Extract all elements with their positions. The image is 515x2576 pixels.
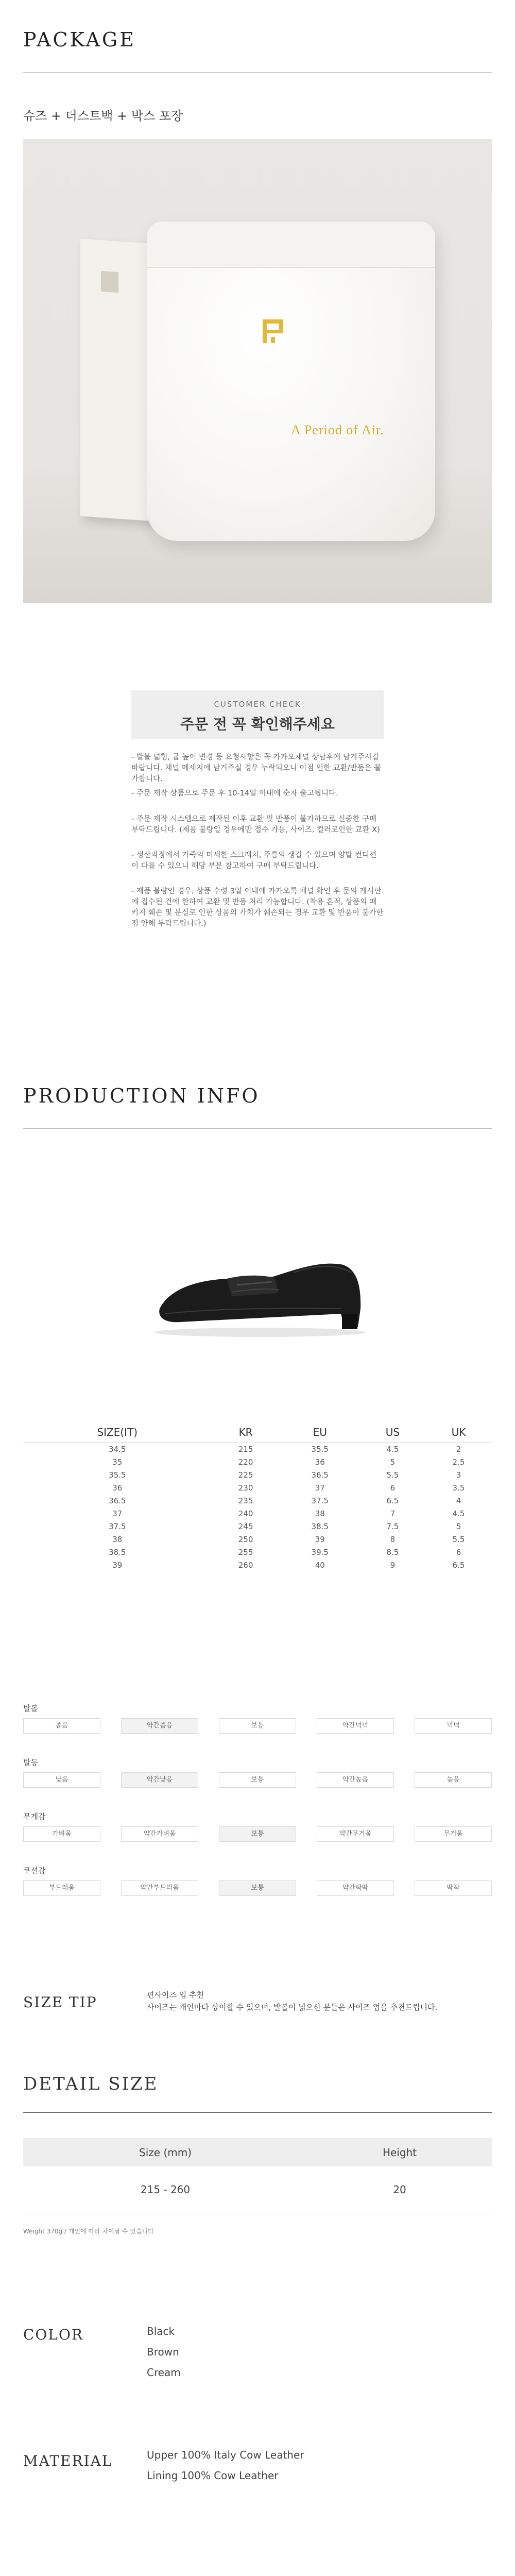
fit-option-label: 발등 [23, 1758, 38, 1767]
material-label: MATERIAL [23, 2452, 113, 2469]
size-cell: 3.5 [452, 1483, 465, 1493]
size-cell: 35 [112, 1457, 123, 1467]
fit-option-label: 쿠션감 [23, 1866, 46, 1875]
fit-option-cell: 가벼움 [23, 1826, 100, 1842]
fit-option-cell: 약간넉넉 [317, 1718, 394, 1734]
package-caption: 슈즈 + 더스트백 + 박스 포장 [23, 109, 183, 123]
color-label: COLOR [23, 2326, 84, 2343]
color-value: Brown [147, 2346, 179, 2358]
fit-option-cell-selected: 약간좁음 [121, 1718, 198, 1734]
size-cell: 3 [456, 1470, 461, 1480]
size-cell: 245 [238, 1521, 253, 1531]
size-cell: 235 [238, 1496, 253, 1505]
size-col-header: US [360, 1422, 425, 1443]
customer-check-title: 주문 전 꼭 확인해주세요 [180, 716, 335, 733]
size-cell: 34.5 [109, 1444, 126, 1454]
size-row [23, 1481, 492, 1494]
size-row [23, 1443, 492, 1455]
size-cell: 36.5 [109, 1496, 126, 1505]
size-cell: 5.5 [386, 1470, 399, 1480]
size-col-header: UK [425, 1422, 492, 1443]
size-cell: 37.5 [109, 1521, 126, 1531]
package-title: PACKAGE [23, 28, 136, 51]
size-cell: 40 [315, 1560, 325, 1570]
size-cell: 38.5 [311, 1521, 329, 1531]
fit-option-label: 무게감 [23, 1812, 46, 1821]
detail-header: Height [307, 2138, 492, 2166]
fit-option-cell: 딱딱 [415, 1880, 492, 1896]
size-cell: 36 [112, 1483, 123, 1493]
size-cell: 37.5 [311, 1496, 329, 1505]
fit-option-cell: 부드러움 [23, 1880, 100, 1896]
fit-option-cell: 넉넉 [415, 1718, 492, 1734]
size-cell: 39 [112, 1560, 123, 1570]
customer-check-paragraph: - 주문 제작 시스템으로 제작된 이후 교환 및 반품이 불가하므로 신중한 구매 부탁드립니다. (제품 불량일 경우에만 접수 가능, 사이즈, 컬러로인한 교환 X) [131, 815, 380, 834]
fit-option-cell: 약간가벼움 [121, 1826, 198, 1842]
bag-print: A Period of Air. [291, 422, 384, 437]
customer-check-paragraph: - 생산과정에서 가죽의 미세한 스크래치, 주름의 생길 수 있으며 양발 컨디션이 다를 수 있으니 해당 부분 참고하여 구매 부탁드립니다. [131, 851, 377, 870]
size-row [23, 1558, 492, 1571]
size-row [23, 1520, 492, 1533]
dust-bag-drawstring [147, 222, 435, 268]
production-title: PRODUCTION INFO [23, 1084, 260, 1107]
size-row [23, 1455, 492, 1468]
size-cell: 5 [390, 1457, 396, 1467]
detail-size-table [23, 2138, 492, 2213]
size-cell: 36 [315, 1457, 325, 1467]
fit-option-cell: 낮음 [23, 1772, 100, 1788]
fit-option-cell: 약간높음 [317, 1772, 394, 1788]
size-cell: 240 [238, 1509, 253, 1518]
material-value: Upper 100% Italy Cow Leather [147, 2449, 304, 2461]
size-tip-label: SIZE TIP [23, 1994, 97, 2011]
size-cell: 2 [456, 1444, 461, 1454]
size-cell: 6.5 [386, 1496, 399, 1505]
material-value: Lining 100% Cow Leather [147, 2469, 279, 2482]
customer-check-subtitle: CUSTOMER CHECK [214, 700, 301, 709]
size-cell: 5 [456, 1521, 461, 1531]
fit-option-cell: 좁음 [23, 1718, 100, 1734]
size-row [23, 1546, 492, 1558]
box-logo-icon [101, 271, 118, 293]
size-cell: 2.5 [452, 1457, 465, 1467]
dust-bag [147, 222, 435, 541]
detail-value: 215 - 260 [23, 2166, 307, 2213]
size-cell: 5.5 [452, 1534, 465, 1544]
size-col-header: SIZE(IT) [23, 1422, 212, 1443]
size-row [23, 1533, 492, 1546]
size-table [23, 1422, 492, 1571]
size-cell: 8 [390, 1534, 396, 1544]
size-cell: 38 [315, 1509, 325, 1518]
size-cell: 39.5 [311, 1547, 329, 1557]
size-cell: 7.5 [386, 1521, 399, 1531]
fit-option-cell: 높음 [415, 1772, 492, 1788]
customer-check-paragraph: - 주문 제작 상품으로 주문 후 10-14일 이내에 순차 출고됩니다. [131, 789, 338, 798]
size-cell: 215 [238, 1444, 253, 1454]
fit-option-label: 발볼 [23, 1704, 38, 1713]
size-row [23, 1507, 492, 1520]
size-cell: 39 [315, 1534, 325, 1544]
size-row [23, 1468, 492, 1481]
size-cell: 36.5 [311, 1470, 329, 1480]
size-cell: 230 [238, 1483, 253, 1493]
color-value: Cream [147, 2366, 181, 2379]
weight-note: Weight 370g / 개인에 따라 차이날 수 있습니다 [23, 2228, 154, 2235]
production-divider [23, 1128, 492, 1129]
detail-size-title: DETAIL SIZE [23, 2074, 159, 2094]
size-cell: 225 [238, 1470, 253, 1480]
size-col-header: KR [212, 1422, 280, 1443]
size-cell: 6 [390, 1483, 396, 1493]
detail-value: 20 [307, 2166, 492, 2213]
customer-check-header [131, 690, 384, 739]
size-cell: 37 [112, 1509, 123, 1518]
color-value: Black [147, 2325, 175, 2337]
size-tip-line: 편사이즈 업 추천 [147, 1990, 204, 1999]
fit-option-cell: 약간딱딱 [317, 1880, 394, 1896]
size-cell: 4.5 [386, 1444, 399, 1454]
detail-header: Size (mm) [23, 2138, 307, 2166]
size-row [23, 1494, 492, 1507]
size-cell: 7 [390, 1509, 396, 1518]
customer-check-paragraph: - 발볼 넓힘, 굽 높이 변경 등 요청사항은 꼭 카카오채널 상담후에 남겨주시길 바랍니다. 채널 메세지에 남겨주실 경우 누락되오니 이점 인한 교환/반품은 불가합니다. [131, 753, 382, 783]
size-cell: 260 [238, 1560, 253, 1570]
size-cell: 35.5 [109, 1470, 126, 1480]
shoe-image [149, 1231, 371, 1340]
customer-check-paragraph: - 제품 불량인 경우, 상품 수령 3일 이내에 카카오톡 채널 확인 후 문의 게시판에 접수된 건에 한하여 교환 및 반품 처리 가능합니다. (착용 흔적, 상품의 패키지 훼손 및 분실로 인한 상품의 가치가 훼손되는 경우 교환 및 반품이 불가한 점 양해 부탁드립니다.) [131, 887, 384, 928]
fit-option-cell-selected: 약간낮음 [121, 1772, 198, 1788]
fit-option-cell: 무거움 [415, 1826, 492, 1842]
package-divider [23, 72, 492, 73]
fit-option-cell: 보통 [219, 1718, 296, 1734]
package-photo [23, 139, 492, 603]
size-cell: 6.5 [452, 1560, 465, 1570]
size-cell: 250 [238, 1534, 253, 1544]
size-cell: 220 [238, 1457, 253, 1467]
size-cell: 6 [456, 1547, 461, 1557]
size-cell: 38 [112, 1534, 123, 1544]
size-cell: 38.5 [109, 1547, 126, 1557]
size-cell: 8.5 [386, 1547, 399, 1557]
fit-option-cell-selected: 보통 [219, 1826, 296, 1842]
size-col-header: EU [280, 1422, 360, 1443]
fit-option-cell-selected: 보통 [219, 1880, 296, 1896]
size-cell: 37 [315, 1483, 325, 1493]
fit-option-cell: 보통 [219, 1772, 296, 1788]
size-cell: 4.5 [452, 1509, 465, 1518]
size-cell: 255 [238, 1547, 253, 1557]
detail-divider [23, 2112, 492, 2113]
brand-logo-icon [263, 319, 283, 343]
size-cell: 35.5 [311, 1444, 329, 1454]
fit-option-cell: 약간무거움 [317, 1826, 394, 1842]
size-tip-line: 사이즈는 개인마다 상이할 수 있으며, 발볼이 넓으신 분들은 사이즈 업을 추천드립니다. [147, 2003, 438, 2012]
size-cell: 9 [390, 1560, 396, 1570]
fit-option-cell: 약간부드러움 [121, 1880, 198, 1896]
size-cell: 4 [456, 1496, 461, 1505]
